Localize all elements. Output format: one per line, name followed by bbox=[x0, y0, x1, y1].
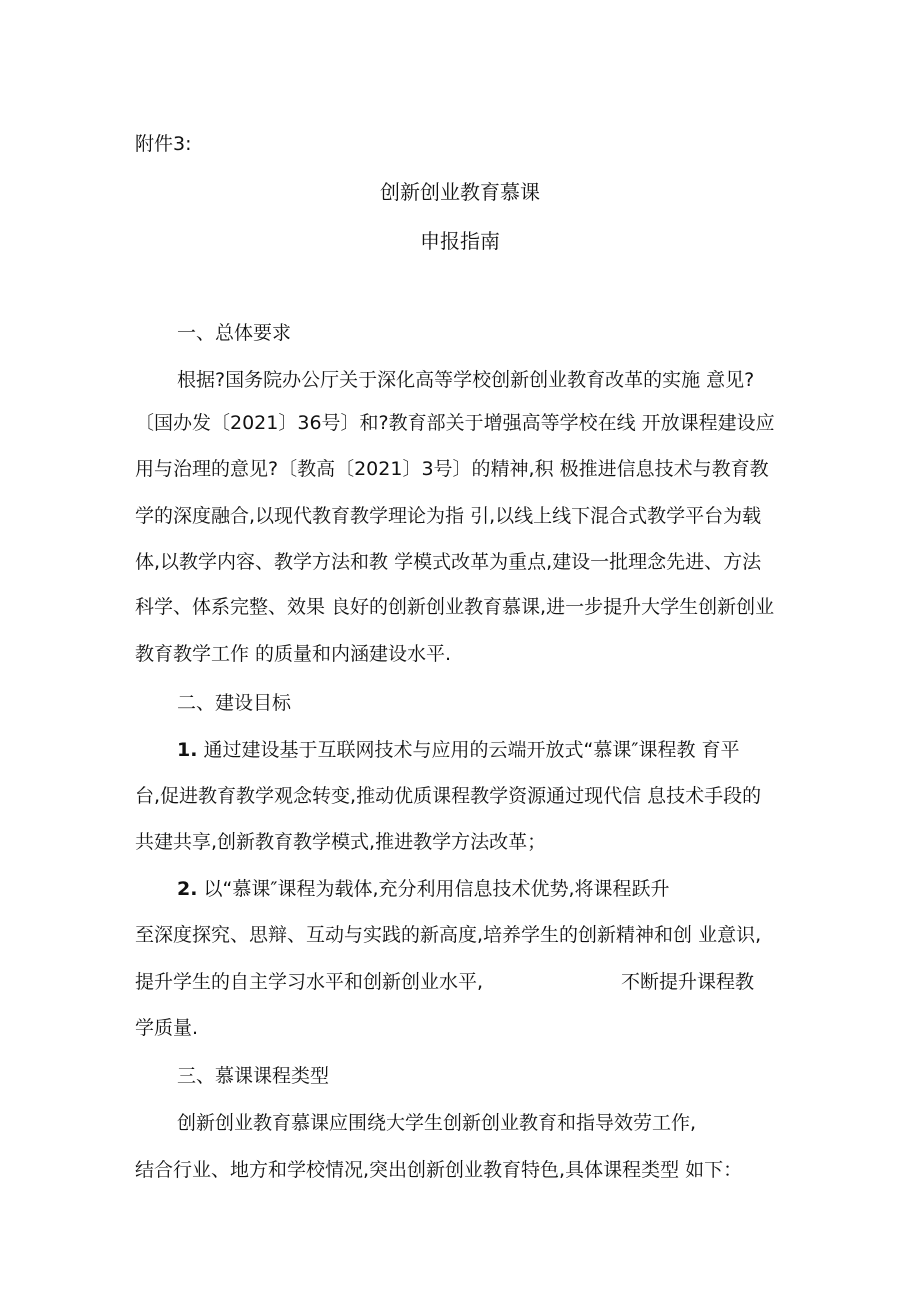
paragraph-line: 创新创业教育慕课应围绕大学生创新创业教育和指导效劳工作, bbox=[177, 1112, 697, 1134]
section-heading: 二、建设目标 bbox=[177, 692, 292, 714]
paragraph-line: 体,以教学内容、教学方法和教 学模式改革为重点,建设一批理念先进、方法 bbox=[135, 551, 762, 573]
paragraph-line: 共建共享,创新教育教学模式,推进教学方法改革； bbox=[135, 831, 547, 853]
section-heading: 一、总体要求 bbox=[177, 322, 292, 344]
paragraph-line: 提升学生的自主学习水平和创新创业水平, bbox=[135, 971, 484, 993]
paragraph-line: 教育教学工作 的质量和内涵建设水平. bbox=[135, 643, 452, 665]
document-title: 创新创业教育慕课 bbox=[380, 180, 540, 204]
paragraph-line: 学的深度融合,以现代教育教学理论为指 引,以线上线下混合式教学平台为载 bbox=[135, 505, 762, 527]
paragraph-line: 〔国办发〔2021〕36号〕和?教育部关于增强高等学校在线 开放课程建设应 bbox=[135, 412, 775, 434]
list-item-2 bbox=[177, 876, 670, 902]
list-number: 2. bbox=[177, 878, 198, 900]
paragraph-line: 用与治理的意见?〔教高〔2021〕3号〕的精神,积 极推进信息技术与教育教 bbox=[135, 458, 769, 480]
document-subtitle: 申报指南 bbox=[420, 229, 500, 253]
paragraph-line: 学质量. bbox=[135, 1017, 199, 1039]
list-text: 以“慕课″课程为载体,充分利用信息技术优势,将课程跃升 bbox=[203, 878, 670, 900]
paragraph-line: 不断提升课程教 bbox=[621, 971, 755, 993]
list-number: 1. bbox=[177, 739, 198, 761]
paragraph-line: 至深度探究、思辩、互动与实践的新高度,培养学生的创新精神和创 业意识, bbox=[135, 924, 762, 946]
paragraph-line: 结合行业、地方和学校情况,突出创新创业教育特色,具体课程类型 如下： bbox=[135, 1159, 743, 1181]
list-text: 通过建设基于互联网技术与应用的云端开放式“慕课″课程教 育平 bbox=[203, 739, 740, 761]
attachment-label: 附件3: bbox=[135, 133, 192, 155]
list-item-1 bbox=[177, 737, 739, 763]
section-heading: 三、慕课课程类型 bbox=[177, 1065, 330, 1087]
paragraph-line: 台,促进教育教学观念转变,推动优质课程教学资源通过现代信 息技术手段的 bbox=[135, 785, 762, 807]
paragraph-line: 根据?国务院办公厅关于深化高等学校创新创业教育改革的实施 意见? bbox=[177, 369, 755, 391]
paragraph-line: 科学、体系完整、效果 良好的创新创业教育慕课,进一步提升大学生创新创业 bbox=[135, 596, 775, 618]
